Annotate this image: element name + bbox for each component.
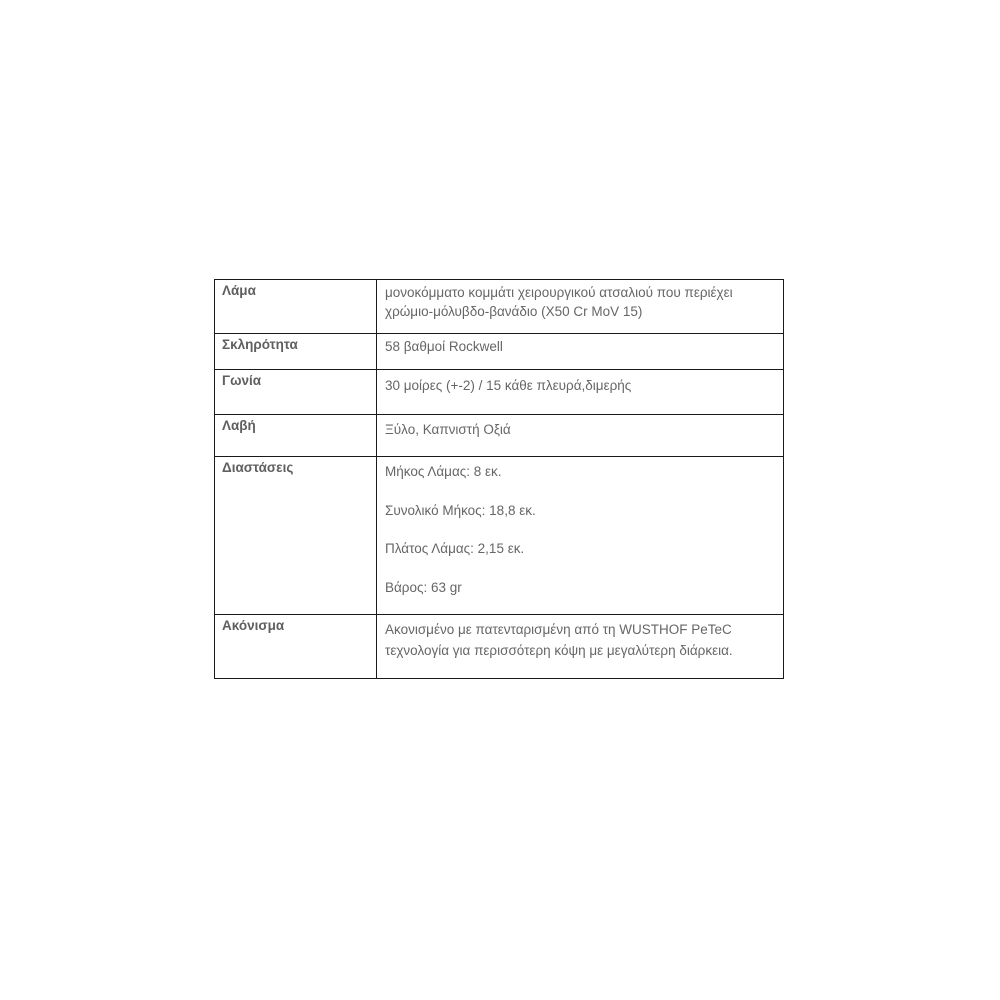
table-row-hardness xyxy=(215,334,784,370)
table-row-blade xyxy=(215,280,784,334)
hardness-value: 58 βαθμοί Rockwell xyxy=(377,334,784,370)
sharpening-value: Ακονισμένο με πατενταρισμένη από τη WUSTHOF PeTeC τεχνολογία για περισσότερη κόψη με μεγαλύτερη διάρκεια. xyxy=(377,615,784,679)
weight: Βάρος: 63 gr xyxy=(385,579,462,595)
blade-label: Λάμα xyxy=(215,280,377,334)
handle-label: Λαβή xyxy=(215,415,377,457)
blade-value: μονοκόμματο κομμάτι χειρουργικού ατσαλιού που περιέχει χρώμιο-μόλυβδο-βανάδιο (X50 Cr MoV 15) xyxy=(377,280,784,334)
table-row-angle xyxy=(215,370,784,415)
angle-value: 30 μοίρες (+-2) / 15 κάθε πλευρά,διμερής xyxy=(377,370,784,415)
specifications-table xyxy=(214,279,784,679)
sharpening-label: Ακόνισμα xyxy=(215,615,377,679)
angle-label: Γωνία xyxy=(215,370,377,415)
blade-length: Μήκος Λάμας: 8 εκ. xyxy=(385,464,502,479)
total-length: Συνολικό Μήκος: 18,8 εκ. xyxy=(385,502,536,518)
dimensions-label: Διαστάσεις xyxy=(215,457,377,615)
hardness-label: Σκληρότητα xyxy=(215,334,377,370)
dimensions-value xyxy=(377,457,784,615)
handle-value: Ξύλο, Καπνιστή Οξιά xyxy=(377,415,784,457)
table-row-dimensions xyxy=(215,457,784,615)
table-row-handle xyxy=(215,415,784,457)
blade-width: Πλάτος Λάμας: 2,15 εκ. xyxy=(385,541,525,556)
table-row-sharpening xyxy=(215,615,784,679)
